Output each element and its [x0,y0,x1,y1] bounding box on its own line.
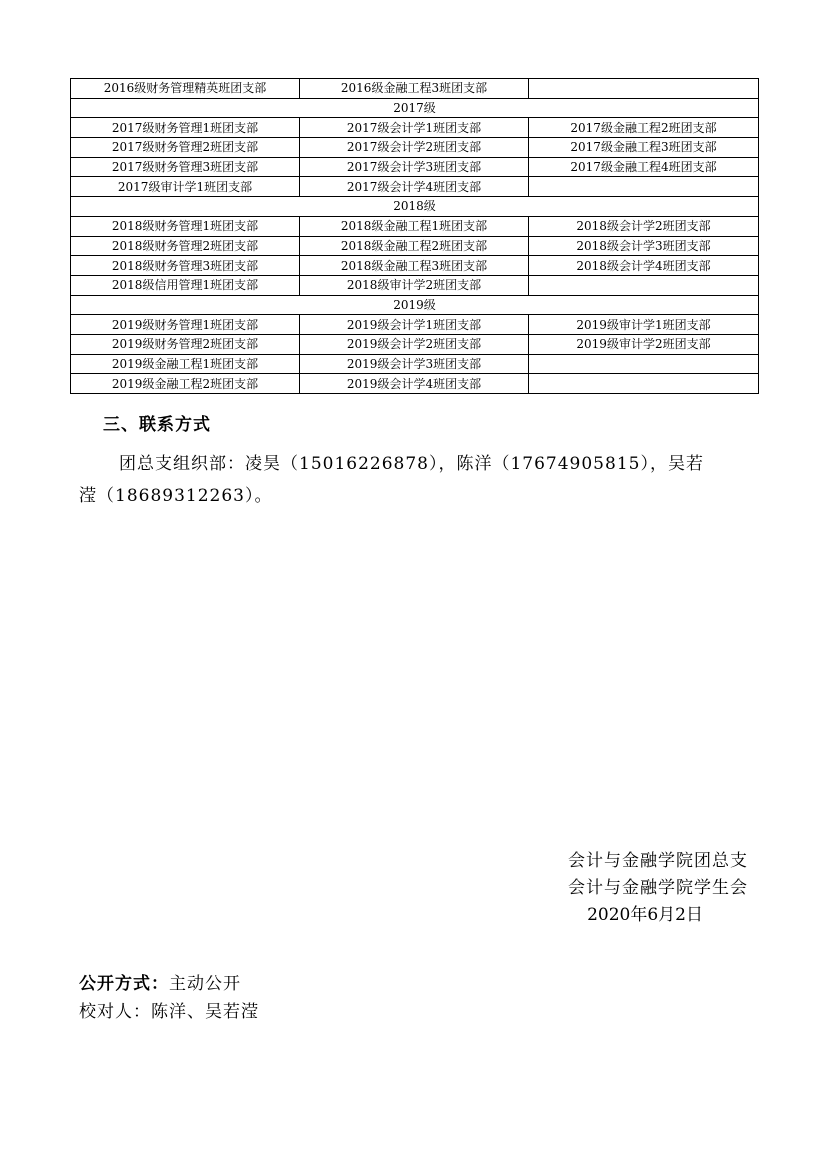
table-cell: 2019级财务管理1班团支部 [71,315,300,335]
table-cell: 2017级财务管理2班团支部 [71,138,300,158]
table-row [71,138,759,158]
proofreader-line: 校对人：陈洋、吴若滢 [79,1002,259,1022]
contact-line-2: 滢（18689312263）。 [79,486,273,506]
table-cell: 2018级信用管理1班团支部 [71,275,300,295]
table-row [71,216,759,236]
table-cell: 2019级金融工程1班团支部 [71,354,300,374]
contact-line-1: 团总支组织部：凌昊（15016226878），陈洋（17674905815），吴若 [119,454,704,474]
table-row [71,315,759,335]
table-cell: 2018级财务管理1班团支部 [71,216,300,236]
section-heading: 三、联系方式 [103,415,211,435]
table-cell: 2017级会计学4班团支部 [300,177,529,197]
table-group-row [71,98,759,118]
table-row [71,79,759,99]
table-cell: 2018级财务管理3班团支部 [71,256,300,276]
disclosure-label: 公开方式： [79,974,169,994]
table-cell: 2018级财务管理2班团支部 [71,236,300,256]
table-cell: 2019级会计学1班团支部 [300,315,529,335]
table-cell [529,177,759,197]
table-cell: 2018级会计学2班团支部 [529,216,759,236]
table-cell: 2019级会计学4班团支部 [300,374,529,394]
table-cell: 2017级金融工程3班团支部 [529,138,759,158]
table-group-row [71,295,759,315]
table-cell: 2019级审计学1班团支部 [529,315,759,335]
table-row [71,374,759,394]
table-cell: 2018级金融工程1班团支部 [300,216,529,236]
table-cell [529,79,759,99]
table-row [71,275,759,295]
signature-block [568,848,748,929]
table-cell: 2017级财务管理1班团支部 [71,118,300,138]
table-cell: 2019级审计学2班团支部 [529,334,759,354]
table-cell [529,275,759,295]
table-row [71,118,759,138]
table-group-row [71,197,759,217]
table-row [71,354,759,374]
table-cell: 2018级会计学3班团支部 [529,236,759,256]
disclosure-line [79,970,259,998]
table-cell: 2019级会计学3班团支部 [300,354,529,374]
table-group-label: 2019级 [71,295,759,315]
table-cell: 2016级财务管理精英班团支部 [71,79,300,99]
disclosure-value: 主动公开 [169,974,241,994]
table-cell: 2017级财务管理3班团支部 [71,157,300,177]
table-row [71,334,759,354]
table-cell: 2018级金融工程2班团支部 [300,236,529,256]
table-group-label: 2018级 [71,197,759,217]
table-row [71,157,759,177]
table-cell [529,354,759,374]
footer-block [79,970,259,1026]
table-cell: 2018级会计学4班团支部 [529,256,759,276]
signature-date: 2020年6月2日 [587,905,703,925]
signature-org-2: 会计与金融学院学生会 [568,878,748,898]
table-cell: 2016级金融工程3班团支部 [300,79,529,99]
signature-org-1: 会计与金融学院团总支 [568,851,748,871]
table-cell: 2017级会计学2班团支部 [300,138,529,158]
table-group-label: 2017级 [71,98,759,118]
table-cell: 2018级审计学2班团支部 [300,275,529,295]
table-cell [529,374,759,394]
table-cell: 2019级财务管理2班团支部 [71,334,300,354]
table-cell: 2017级金融工程2班团支部 [529,118,759,138]
contact-paragraph [79,448,747,512]
table-row [71,177,759,197]
table-cell: 2017级会计学3班团支部 [300,157,529,177]
table-cell: 2017级会计学1班团支部 [300,118,529,138]
table-cell: 2017级金融工程4班团支部 [529,157,759,177]
table-row [71,256,759,276]
table-cell: 2017级审计学1班团支部 [71,177,300,197]
table-cell: 2019级会计学2班团支部 [300,334,529,354]
table-row [71,236,759,256]
table-cell: 2019级金融工程2班团支部 [71,374,300,394]
table-cell: 2018级金融工程3班团支部 [300,256,529,276]
branch-table [70,78,759,394]
branch-table-body [71,79,759,394]
